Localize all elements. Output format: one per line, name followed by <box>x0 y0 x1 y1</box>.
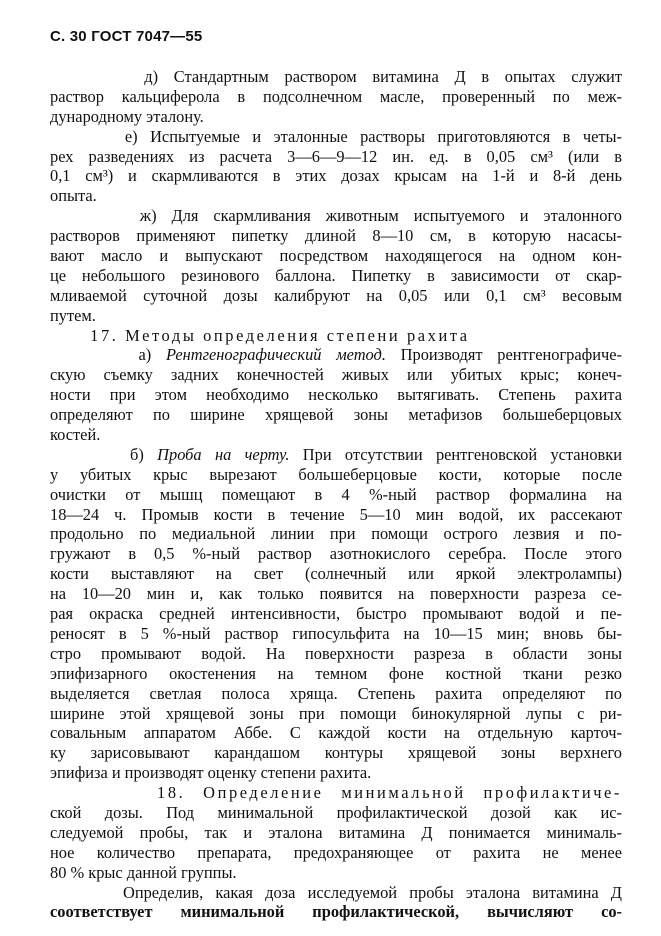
text-line: рех разведениях из расчета 3—6—9—12 ин. ед. в 0,05 см³ (или в <box>50 146 622 166</box>
text-line: путем. <box>50 305 96 325</box>
text-line: ской дозы. Под минимальной профилактической дозой как ис- <box>50 802 622 822</box>
text-line: 80 % крыс данной группы. <box>50 862 237 882</box>
text-line: Определив, какая доза исследуемой пробы эталона витамина Д <box>50 882 622 902</box>
text-line: растворов применяют пипетку длиной 8—10 см, в которую насасы- <box>50 226 622 246</box>
text-line: на 10—20 мин и, как только появится на поверхности разреза се- <box>50 584 622 604</box>
text-line: скую съемку задних конечностей живых или убитых крыс; конеч- <box>50 365 622 385</box>
text-line: опыта. <box>50 186 97 206</box>
text-line: ширине этой хрящевой зоны при помощи бинокулярной лупы с ри- <box>50 703 622 723</box>
text-line: вают масло и выпускают посредством находящегося на одном кон- <box>50 246 622 266</box>
text-line: гружают в 0,5 %-ный раствор азотнокислого серебра. После этого <box>50 544 622 564</box>
text-line: мливаемой суточной дозы калибруют на 0,05 или 0,1 см³ весовым <box>50 285 622 305</box>
text-line: стро промывают водой. На поверхности разреза в области зоны <box>50 643 622 663</box>
text-line: рая окраска средней интенсивности, быстро промывают водой и пе- <box>50 604 622 624</box>
text-line: костей. <box>50 425 101 445</box>
text-line: ности при этом необходимо несколько вытягивать. Степень рахита <box>50 385 622 405</box>
text-line: определяют по ширине хрящевой зоны метафизов большеберцовых <box>50 405 622 425</box>
body-text <box>50 67 622 922</box>
text-line: раствор кальциферола в подсолнечном масле, проверенный по меж- <box>50 86 622 106</box>
text-line: е) Испытуемые и эталонные растворы приготовляются в четы- <box>50 126 622 146</box>
text-line: эпифиза и производят оценку степени рахита. <box>50 763 372 783</box>
text-line: ку зарисовывают карандашом контуры хрящевой зоны верхнего <box>50 743 622 763</box>
text-line: соответствует минимальной профилактической, вычисляют со- <box>50 902 622 922</box>
text-line: реносят в 5 %-ный раствор гипосульфита на 10—15 мин; вновь бы- <box>50 623 622 643</box>
text-line: у убитых крыс вырезают большеберцовые кости, которые после <box>50 464 622 484</box>
text-line: ное количество препарата, предохраняющее от рахита не менее <box>50 842 622 862</box>
section-heading-18: 18. Определение минимальной профилактиче- <box>50 783 622 803</box>
text-line: 0,1 см³) и скармливаются в этих дозах крысам на 1-й и 8-й день <box>50 166 622 186</box>
method-name: Проба на черту. <box>157 444 290 464</box>
text-line: продольно по медиальной линии при помощи острого лезвия и по- <box>50 524 622 544</box>
text-line: следуемой пробы, так и эталона витамина Д понимается минималь- <box>50 822 622 842</box>
text-line: б) Проба на черту. При отсутствии рентгеновской установки <box>50 444 622 464</box>
text-line: дународному эталону. <box>50 106 204 126</box>
text-line: це небольшого резинового баллона. Пипетку в зависимости от скар- <box>50 265 622 285</box>
text-line: 18—24 ч. Промыв кости в течение 5—10 мин водой, их рассекают <box>50 504 622 524</box>
text-line: ж) Для скармливания животным испытуемого и эталонного <box>50 206 622 226</box>
text-line: а) Рентгенографический метод. Производят рентгенографиче- <box>50 345 623 365</box>
method-name: Рентгенографический метод. <box>165 345 386 365</box>
text-line: эпифизарного окостенения на темном фоне костной ткани резко <box>50 663 622 683</box>
text-line: выделяется светлая полоса хряща. Степень рахита определяют по <box>50 683 622 703</box>
text-line: совальным аппаратом Аббе. С каждой кости на отдельную карточ- <box>50 723 622 743</box>
page-header: С. 30 ГОСТ 7047—55 <box>50 28 203 45</box>
section-heading-17: 17. Методы определения степени рахита <box>50 325 470 345</box>
text-line: д) Стандартным раствором витамина Д в опытах служит <box>50 67 622 86</box>
text-line: кости выставляют на свет (солнечный или яркой электролампы) <box>50 564 622 584</box>
text-line: очистки от мышц помещают в 4 %-ный раствор формалина на <box>50 484 622 504</box>
